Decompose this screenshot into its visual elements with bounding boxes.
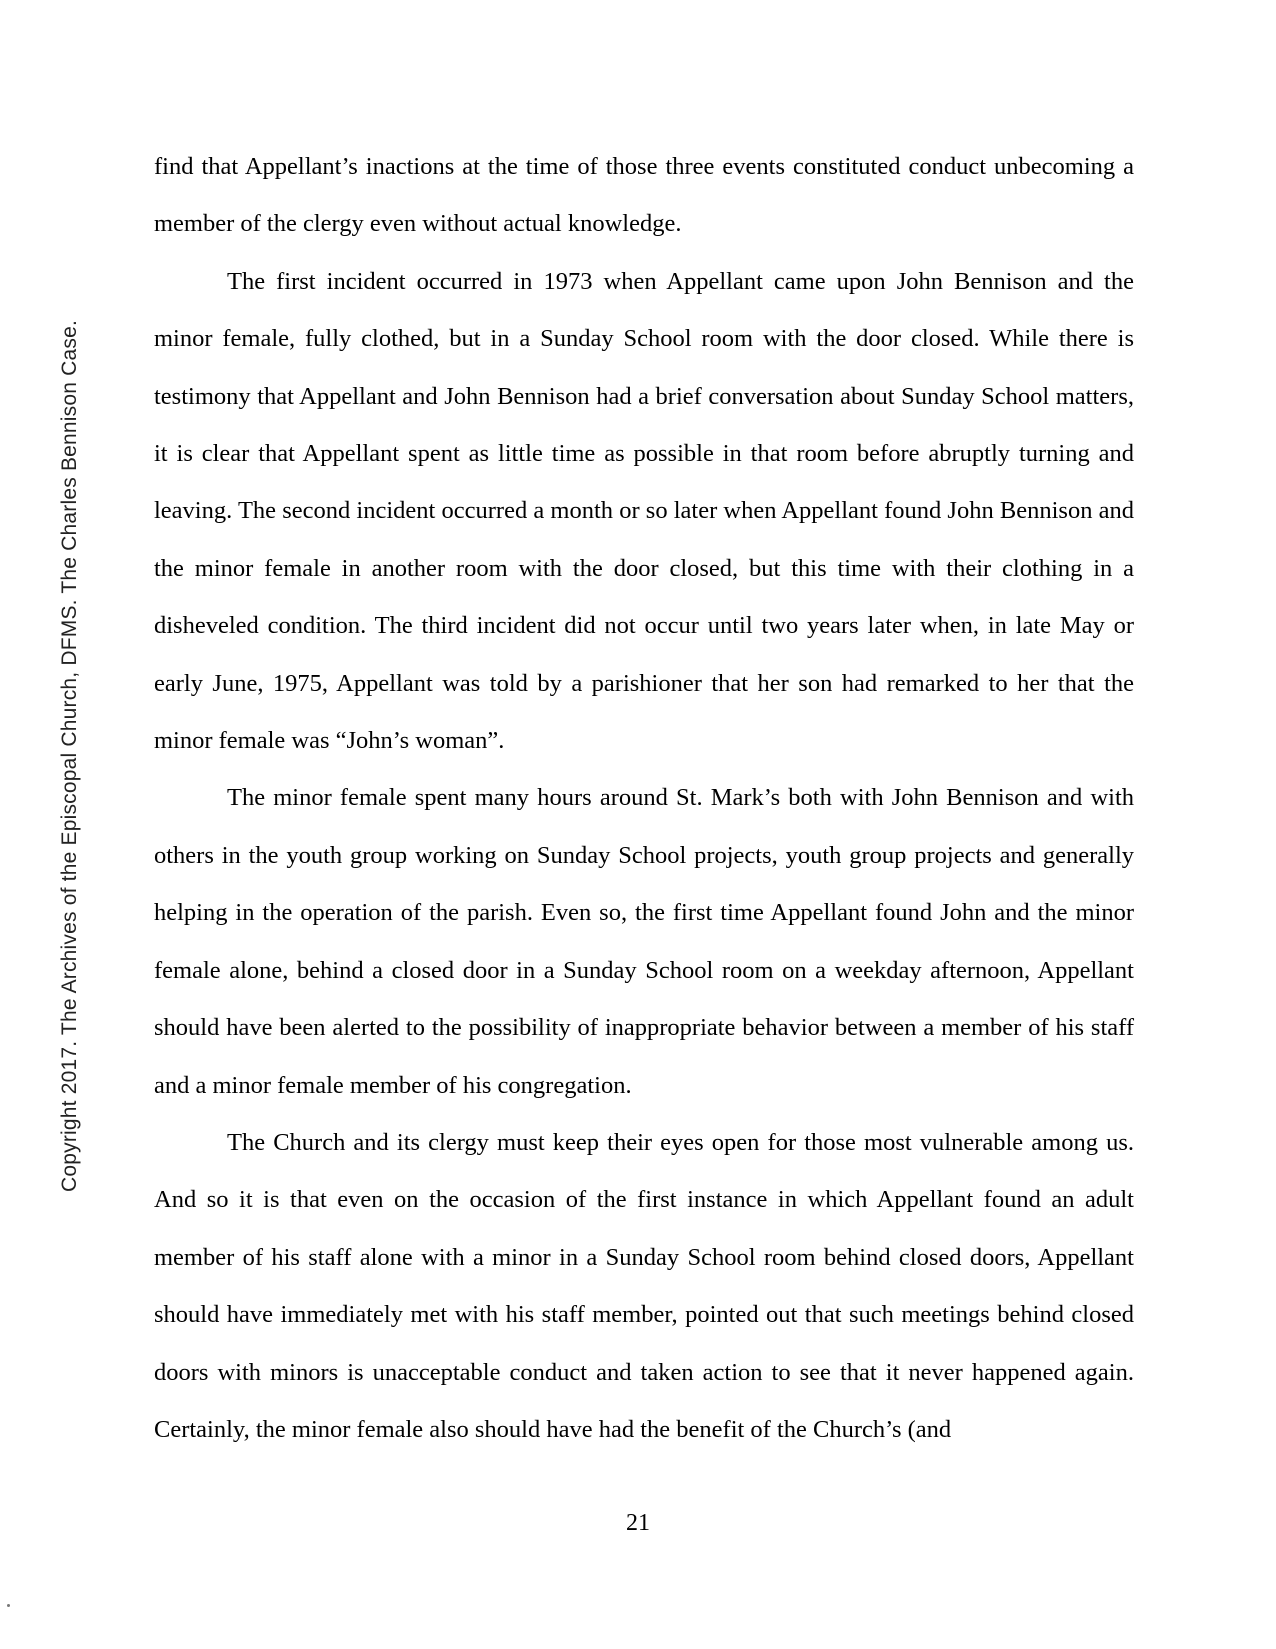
body-text [154, 138, 1134, 1458]
page-number: 21 [626, 1510, 650, 1536]
paragraph-continuation: find that Appellant’s inactions at the time of those three events constituted conduct unbecoming a member of the clergy even without actual knowledge. [154, 153, 1134, 238]
copyright-watermark: Copyright 2017. The Archives of the Episcopal Church, DFMS. The Charles Bennison Case. [58, 319, 81, 1192]
paragraph-incidents: The first incident occurred in 1973 when Appellant came upon John Bennison and the minor female, fully clothed, but in a Sunday School room with the door closed. While there is testimony that Appellant and John Bennison had a brief conversation about Sunday School matters, it is clear that Appellant spent as little time as possible in that room before abruptly turning and leaving. The second incident occurred a month or so later when Appellant found John Bennison and the minor female in another room with the door closed, but this time with their clothing in a disheveled condition. The third incident did not occur until two years later when, in late May or early June, 1975, Appellant was told by a parishioner that her son had remarked to her that the minor female was “John’s woman”. [154, 267, 1134, 755]
scan-speck [7, 1604, 10, 1607]
paragraph-minor-female: The minor female spent many hours around St. Mark’s both with John Bennison and with others in the youth group working on Sunday School projects, youth group projects and generally helping in the operation of the parish. Even so, the first time Appellant found John and the minor female alone, behind a closed door in a Sunday School room on a weekday afternoon, Appellant should have been alerted to the possibility of inappropriate behavior between a member of his staff and a minor female member of his congregation. [154, 784, 1134, 1099]
paragraph-church-clergy: The Church and its clergy must keep their eyes open for those most vulnerable among us. And so it is that even on the occasion of the first instance in which Appellant found an adult member of his staff alone with a minor in a Sunday School room behind closed doors, Appellant should have immediately met with his staff member, pointed out that such meetings behind closed doors with minors is unacceptable conduct and taken action to see that it never happened again. Certainly, the minor female also should have had the benefit of the Church’s (and [154, 1128, 1134, 1443]
